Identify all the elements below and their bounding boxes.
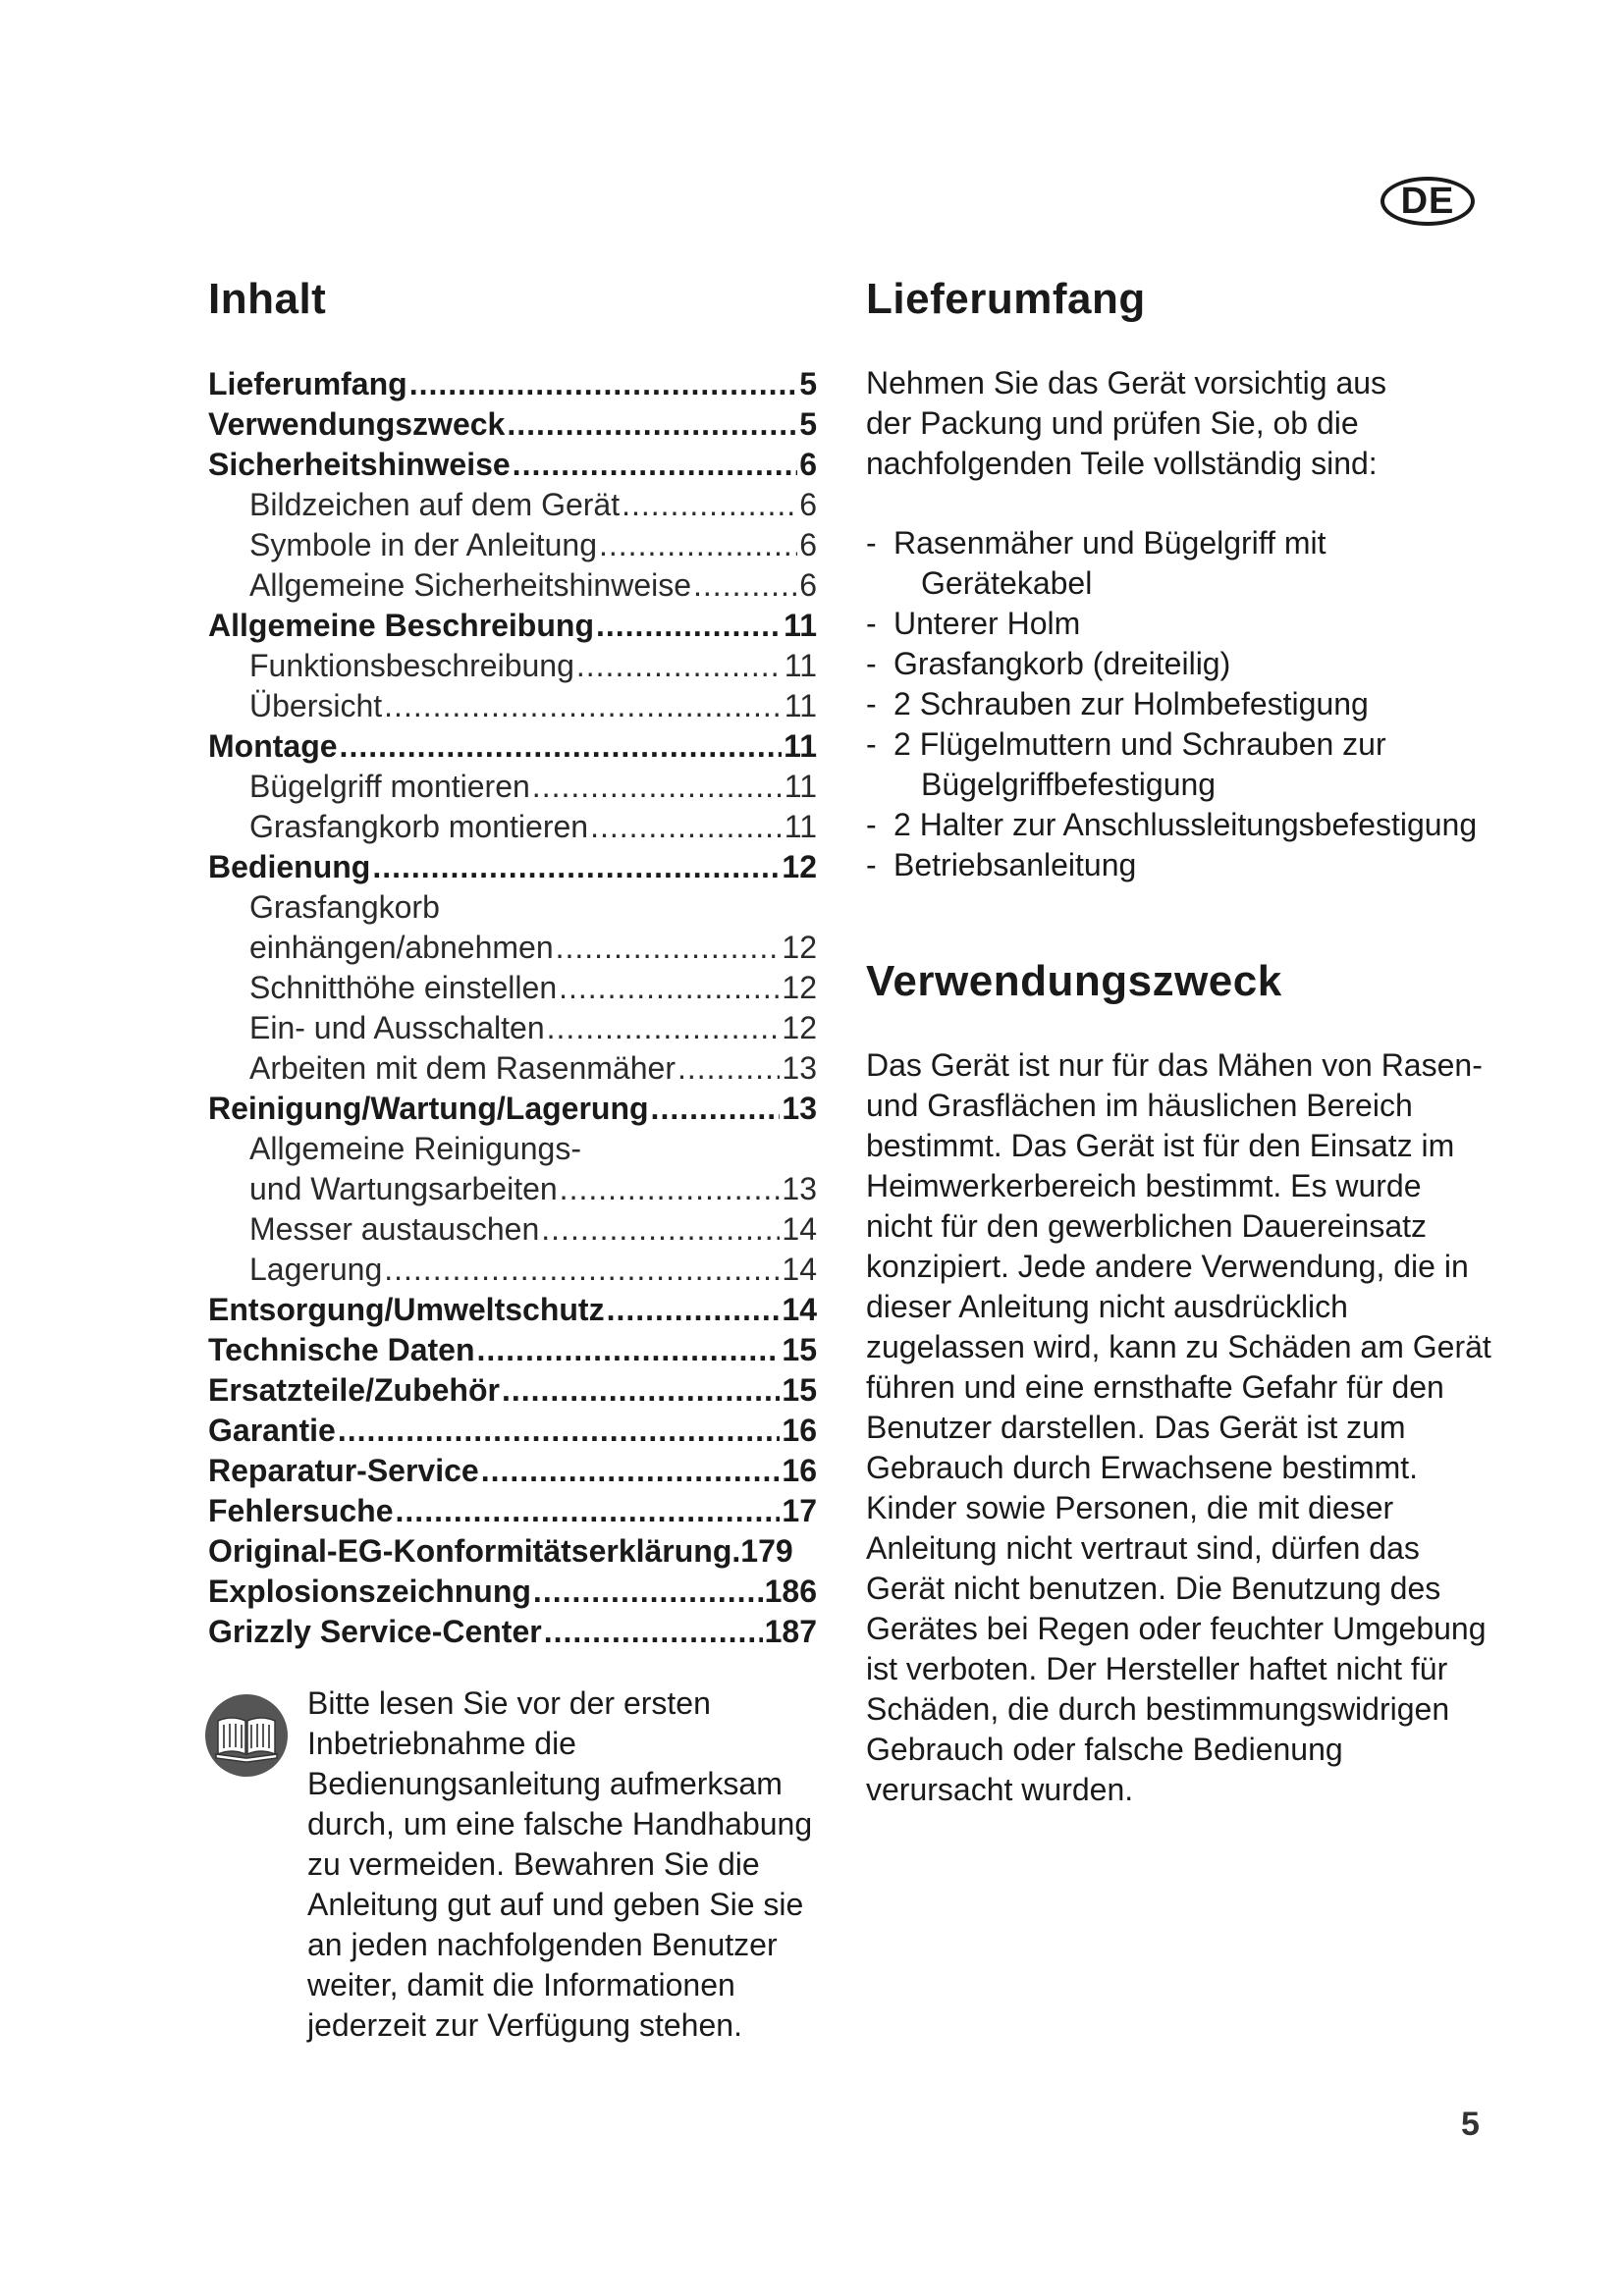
toc-leader-dots: [651, 1089, 781, 1129]
toc-entry-page: 14: [782, 1292, 817, 1327]
list-dash: -: [866, 686, 877, 721]
toc-leader-dots: [693, 565, 797, 606]
toc-entry-label: Schnitthöhe einstellen: [249, 970, 558, 1005]
list-dash: -: [866, 807, 877, 842]
toc-entry-page: 12: [782, 849, 817, 884]
lieferumfang-intro: Nehmen Sie das Gerät vorsichtig aus der Packung und prüfen Sie, ob die nachfolgenden Teile vollständig sind:: [866, 365, 1387, 481]
toc-entry-page: 179: [740, 1533, 793, 1569]
toc-entry-page: 11: [784, 728, 817, 764]
toc-leader-dots: [372, 847, 780, 887]
toc-entry-label: Lieferumfang: [208, 366, 407, 401]
list-item-text: 2 Flügelmuttern und Schrauben zur Bügelgriffbefestigung: [893, 726, 1386, 802]
toc-entry-page: 13: [782, 1091, 817, 1126]
toc-entry-label: Messer austauschen: [249, 1211, 540, 1247]
list-item-text: Unterer Holm: [893, 606, 1081, 641]
toc-entry: [208, 1330, 817, 1370]
list-dash: -: [866, 525, 877, 561]
toc-leader-dots: [338, 1411, 781, 1451]
toc-leader-dots: [396, 1491, 781, 1531]
toc-entry: [208, 1491, 817, 1531]
toc-entry: [208, 1612, 817, 1652]
toc-entry: [208, 1008, 817, 1048]
toc-entry: [208, 646, 817, 686]
toc-entry: [208, 1411, 817, 1451]
lieferumfang-title: Lieferumfang: [866, 275, 1146, 323]
toc-entry-label: Montage: [208, 728, 338, 764]
toc-entry-label: Technische Daten: [208, 1332, 475, 1367]
toc-entry: [208, 1370, 817, 1411]
list-dash: -: [866, 726, 877, 762]
list-item-text: Grasfangkorb (dreiteilig): [893, 646, 1231, 681]
toc-entry-page: 11: [784, 769, 817, 804]
toc-entry: [208, 565, 817, 606]
toc-entry: [208, 1209, 817, 1250]
toc-leader-dots: [544, 1612, 763, 1652]
toc-entry-page: 6: [799, 447, 817, 482]
toc-entry-label: Übersicht: [249, 688, 383, 723]
list-dash: -: [866, 646, 877, 681]
toc-entry-label: und Wartungsarbeiten: [249, 1171, 558, 1206]
toc-entry: [208, 404, 817, 445]
toc-entry: [208, 606, 817, 646]
toc-leader-dots: [502, 1370, 780, 1411]
toc-entry-label: Verwendungszweck: [208, 406, 506, 442]
toc-entry-page: 12: [782, 970, 817, 1005]
lieferumfang-list: [866, 523, 1494, 885]
toc-title: Inhalt: [208, 275, 327, 323]
language-badge: DE: [1380, 177, 1475, 226]
toc-entry-label: Arbeiten mit dem Rasenmäher: [249, 1050, 676, 1086]
note-text: Bitte lesen Sie vor der ersten Inbetriebnahme die Bedienungsanleitung aufmerksam durch, um eine falsche Handhabung zu vermeiden. Bewahren Sie die Anleitung gut auf und geben Sie sie an jeden nachfolgenden Benutzer weiter, damit die Informationen jederzeit zur Verfügung stehen.: [307, 1685, 813, 2043]
toc-entry: [208, 1290, 817, 1330]
toc-entry-page: 12: [782, 930, 817, 965]
toc-entry-label: Explosionszeichnung: [208, 1574, 531, 1609]
toc-entry: [208, 1169, 817, 1209]
toc-leader-dots: [559, 968, 780, 1008]
toc-entry-label: Allgemeine Reinigungs-: [249, 1131, 581, 1166]
toc-entry: [208, 1531, 817, 1572]
toc-entry-page: 5: [799, 366, 817, 401]
toc-entry-label: Garantie: [208, 1413, 336, 1448]
toc-entry-label: Sicherheitshinweise: [208, 447, 511, 482]
toc-entry: [208, 928, 817, 968]
toc-entry-label: Reinigung/Wartung/Lagerung: [208, 1091, 649, 1126]
list-item: [866, 644, 1494, 684]
toc-entry-label: Grasfangkorb: [249, 889, 440, 925]
toc-entry: [208, 525, 817, 565]
toc-entry-page: 17: [782, 1493, 817, 1528]
toc-entry-page: 13: [782, 1050, 817, 1086]
toc-entry: [208, 1048, 817, 1089]
toc-entry-page: 15: [782, 1372, 817, 1408]
toc-leader-dots: [596, 606, 782, 646]
toc-entry: [208, 887, 817, 928]
toc-leader-dots: [541, 1209, 780, 1250]
toc-entry-page: 6: [799, 567, 817, 603]
toc-entry-page: 6: [799, 487, 817, 522]
toc-entry-label: Fehlersuche: [208, 1493, 394, 1528]
toc-leader-dots: [547, 1008, 781, 1048]
toc-entry: [208, 686, 817, 726]
toc-entry-label: Grasfangkorb montieren: [249, 809, 589, 844]
toc-entry: [208, 847, 817, 887]
toc-leader-dots: [476, 1330, 780, 1370]
toc-leader-dots: [607, 1290, 781, 1330]
list-item: [866, 805, 1494, 845]
toc-entry: [208, 726, 817, 767]
toc-entry: [208, 767, 817, 807]
page-number: 5: [1461, 2106, 1480, 2143]
verwendungszweck-text: Das Gerät ist nur für das Mähen von Rasen- und Grasflächen im häuslichen Bereich bestimmt. Das Gerät ist für den Einsatz im Heimwerkerbereich bestimmt. Es wurde nicht für den gewerblichen Dauereinsatz konzipiert. Jede andere Verwendung, die in dieser Anleitung nicht ausdrücklich zugelassen wird, kann zu Schäden am Gerät führen und eine ernsthafte Gefahr für den Benutzer darstellen. Das Gerät ist zum Gebrauch durch Erwachsene bestimmt. Kinder sowie Personen, die mit dieser Anleitung nicht vertraut sind, dürfen das Gerät nicht benutzen. Die Benutzung des Gerätes bei Regen oder feuchter Umgebung ist verboten. Der Hersteller haftet nicht für Schäden, die durch bestimmungswidrigen Gebrauch oder falsche Bedienung verursacht wurden.: [866, 1047, 1491, 1807]
toc-leader-dots: [409, 364, 798, 404]
list-item: [866, 724, 1494, 805]
toc-leader-dots: [576, 646, 783, 686]
toc-entry-page: 6: [799, 527, 817, 562]
toc-leader-dots: [677, 1048, 780, 1089]
toc-entry-label: Entsorgung/Umweltschutz: [208, 1292, 605, 1327]
toc-leader-dots: [590, 807, 783, 847]
toc-leader-dots: [599, 525, 797, 565]
book-icon: [204, 1693, 289, 1778]
toc-entry-label: Bügelgriff montieren: [249, 769, 530, 804]
toc-leader-dots: [532, 767, 783, 807]
toc-entry-label: Grizzly Service-Center: [208, 1614, 542, 1649]
toc-entry-page: 15: [782, 1332, 817, 1367]
toc-entry: [208, 807, 817, 847]
toc-entry-page: 186: [764, 1574, 817, 1609]
toc-entry: [208, 968, 817, 1008]
toc-entry-label: Ein- und Ausschalten: [249, 1010, 545, 1045]
verwendungszweck-title: Verwendungszweck: [866, 957, 1282, 1005]
toc-entry: [208, 1129, 817, 1169]
list-item: [866, 684, 1494, 724]
toc-entry-page: 14: [782, 1252, 817, 1287]
toc-leader-dots: [507, 404, 797, 445]
toc-entry-page: 16: [782, 1453, 817, 1488]
list-item-text: 2 Halter zur Anschlussleitungsbefestigung: [893, 807, 1478, 842]
toc-entry-page: 187: [764, 1614, 817, 1649]
toc-entry: [208, 485, 817, 525]
toc-entry: [208, 1250, 817, 1290]
toc-entry-label: Bedienung: [208, 849, 371, 884]
toc-entry-label: Symbole in der Anleitung: [249, 527, 597, 562]
toc-leader-dots: [560, 1169, 781, 1209]
toc-entry-page: 11: [784, 688, 817, 723]
toc-entry-label: Allgemeine Beschreibung: [208, 608, 594, 643]
toc-entry: [208, 364, 817, 404]
toc-entry-page: 13: [782, 1171, 817, 1206]
list-item: [866, 604, 1494, 644]
toc-entry: [208, 1572, 817, 1612]
toc-entry-page: 11: [784, 648, 817, 683]
toc-leader-dots: [340, 726, 783, 767]
toc-entry-page: 5: [799, 406, 817, 442]
table-of-contents: [208, 364, 817, 1652]
toc-entry-label: Ersatzteile/Zubehör: [208, 1372, 500, 1408]
toc-leader-dots: [481, 1451, 781, 1491]
toc-leader-dots: [384, 1250, 780, 1290]
list-dash: -: [866, 606, 877, 641]
list-item-text: Rasenmäher und Bügelgriff mit Gerätekabel: [893, 525, 1326, 601]
toc-entry-label: Bildzeichen auf dem Gerät: [249, 487, 621, 522]
toc-entry-label: einhängen/abnehmen: [249, 930, 554, 965]
toc-entry-label: Original-EG-Konformitätserklärung.: [208, 1533, 741, 1569]
toc-entry-page: 14: [782, 1211, 817, 1247]
toc-entry-label: Allgemeine Sicherheitshinweise: [249, 567, 692, 603]
list-item: [866, 845, 1494, 885]
toc-leader-dots: [384, 686, 783, 726]
toc-leader-dots: [556, 928, 781, 968]
toc-entry-page: 11: [784, 608, 817, 643]
toc-entry-page: 16: [782, 1413, 817, 1448]
toc-entry: [208, 1451, 817, 1491]
toc-entry-page: 11: [784, 809, 817, 844]
list-dash: -: [866, 847, 877, 882]
toc-entry: [208, 1089, 817, 1129]
toc-leader-dots: [533, 1572, 763, 1612]
toc-entry-label: Reparatur-Service: [208, 1453, 479, 1488]
list-item-text: Betriebsanleitung: [893, 847, 1137, 882]
toc-leader-dots: [622, 485, 797, 525]
toc-entry-label: Lagerung: [249, 1252, 383, 1287]
list-item-text: 2 Schrauben zur Holmbefestigung: [893, 686, 1369, 721]
toc-entry-page: 12: [782, 1010, 817, 1045]
toc-entry-label: Funktionsbeschreibung: [249, 648, 574, 683]
toc-entry: [208, 445, 817, 485]
list-item: [866, 523, 1494, 604]
toc-leader-dots: [513, 445, 798, 485]
